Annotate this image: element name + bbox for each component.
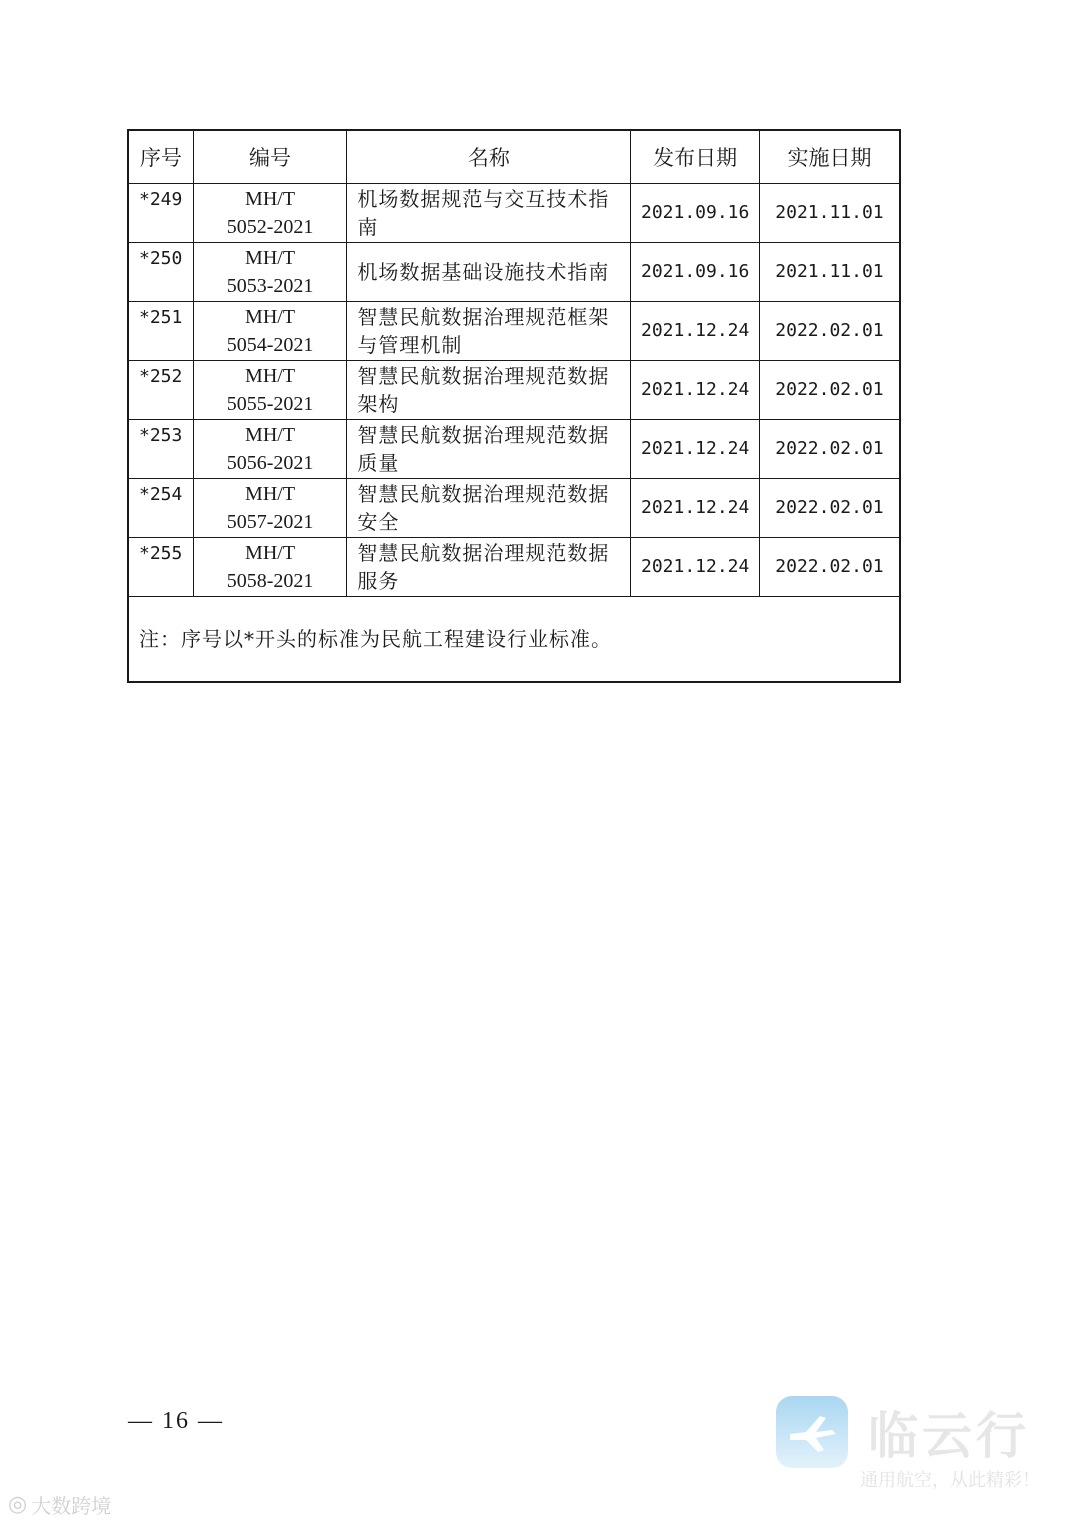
code-number: 5053-2021 <box>226 275 314 297</box>
row-seq: *252 <box>128 361 193 420</box>
row-code <box>193 184 347 243</box>
row-publish-date: 2021.12.24 <box>631 361 759 420</box>
table-row <box>128 420 900 479</box>
table-row <box>128 361 900 420</box>
row-code <box>193 302 347 361</box>
row-effective-date: 2021.11.01 <box>759 184 900 243</box>
standards-table <box>127 129 901 683</box>
row-effective-date: 2022.02.01 <box>759 420 900 479</box>
row-name: 智慧民航数据治理规范框架与管理机制 <box>347 302 631 361</box>
row-code <box>193 420 347 479</box>
watermark-left-text: 大数跨境 <box>31 1494 112 1518</box>
code-prefix: MH/T <box>245 483 296 505</box>
row-effective-date: 2022.02.01 <box>759 361 900 420</box>
row-name: 智慧民航数据治理规范数据服务 <box>347 538 631 597</box>
row-effective-date: 2022.02.01 <box>759 302 900 361</box>
row-seq: *251 <box>128 302 193 361</box>
table-row <box>128 243 900 302</box>
row-seq: *255 <box>128 538 193 597</box>
row-code <box>193 538 347 597</box>
airplane-logo-icon <box>776 1396 848 1468</box>
row-publish-date: 2021.12.24 <box>631 538 759 597</box>
code-prefix: MH/T <box>245 542 296 564</box>
watermark-left <box>8 1490 111 1519</box>
header-name: 名称 <box>347 130 631 184</box>
table-row <box>128 479 900 538</box>
table-row <box>128 302 900 361</box>
table-note: 注：序号以*开头的标准为民航工程建设行业标准。 <box>128 597 900 683</box>
header-code: 编号 <box>193 130 347 184</box>
page-number: — 16 — <box>128 1408 224 1434</box>
code-prefix: MH/T <box>245 365 296 387</box>
table-note-row <box>128 597 900 683</box>
table-row <box>128 538 900 597</box>
code-prefix: MH/T <box>245 306 296 328</box>
row-name: 机场数据基础设施技术指南 <box>347 243 631 302</box>
row-publish-date: 2021.09.16 <box>631 243 759 302</box>
code-number: 5058-2021 <box>226 570 314 592</box>
code-number: 5056-2021 <box>226 452 314 474</box>
code-prefix: MH/T <box>245 247 296 269</box>
row-name: 智慧民航数据治理规范数据质量 <box>347 420 631 479</box>
code-prefix: MH/T <box>245 424 296 446</box>
row-name: 智慧民航数据治理规范数据安全 <box>347 479 631 538</box>
table-header-row <box>128 130 900 184</box>
header-publish-date: 发布日期 <box>631 130 759 184</box>
watermark-slogan: 通用航空，从此精彩！ <box>860 1470 1040 1491</box>
row-publish-date: 2021.12.24 <box>631 479 759 538</box>
row-effective-date: 2021.11.01 <box>759 243 900 302</box>
code-number: 5057-2021 <box>226 511 314 533</box>
row-code <box>193 479 347 538</box>
row-name: 机场数据规范与交互技术指南 <box>347 184 631 243</box>
table-row <box>128 184 900 243</box>
code-number: 5055-2021 <box>226 393 314 415</box>
code-prefix: MH/T <box>245 188 296 210</box>
header-effective-date: 实施日期 <box>759 130 900 184</box>
row-seq: *253 <box>128 420 193 479</box>
row-seq: *249 <box>128 184 193 243</box>
row-seq: *254 <box>128 479 193 538</box>
row-effective-date: 2022.02.01 <box>759 538 900 597</box>
row-seq: *250 <box>128 243 193 302</box>
row-publish-date: 2021.12.24 <box>631 302 759 361</box>
code-number: 5054-2021 <box>226 334 314 356</box>
code-number: 5052-2021 <box>226 216 314 238</box>
row-code <box>193 243 347 302</box>
watermark-right <box>776 1396 1076 1496</box>
chat-bubble-icon: ◎ <box>8 1492 28 1517</box>
row-effective-date: 2022.02.01 <box>759 479 900 538</box>
row-name: 智慧民航数据治理规范数据架构 <box>347 361 631 420</box>
header-seq: 序号 <box>128 130 193 184</box>
row-publish-date: 2021.12.24 <box>631 420 759 479</box>
row-publish-date: 2021.09.16 <box>631 184 759 243</box>
row-code <box>193 361 347 420</box>
watermark-brand: 临云行 <box>868 1407 1030 1465</box>
